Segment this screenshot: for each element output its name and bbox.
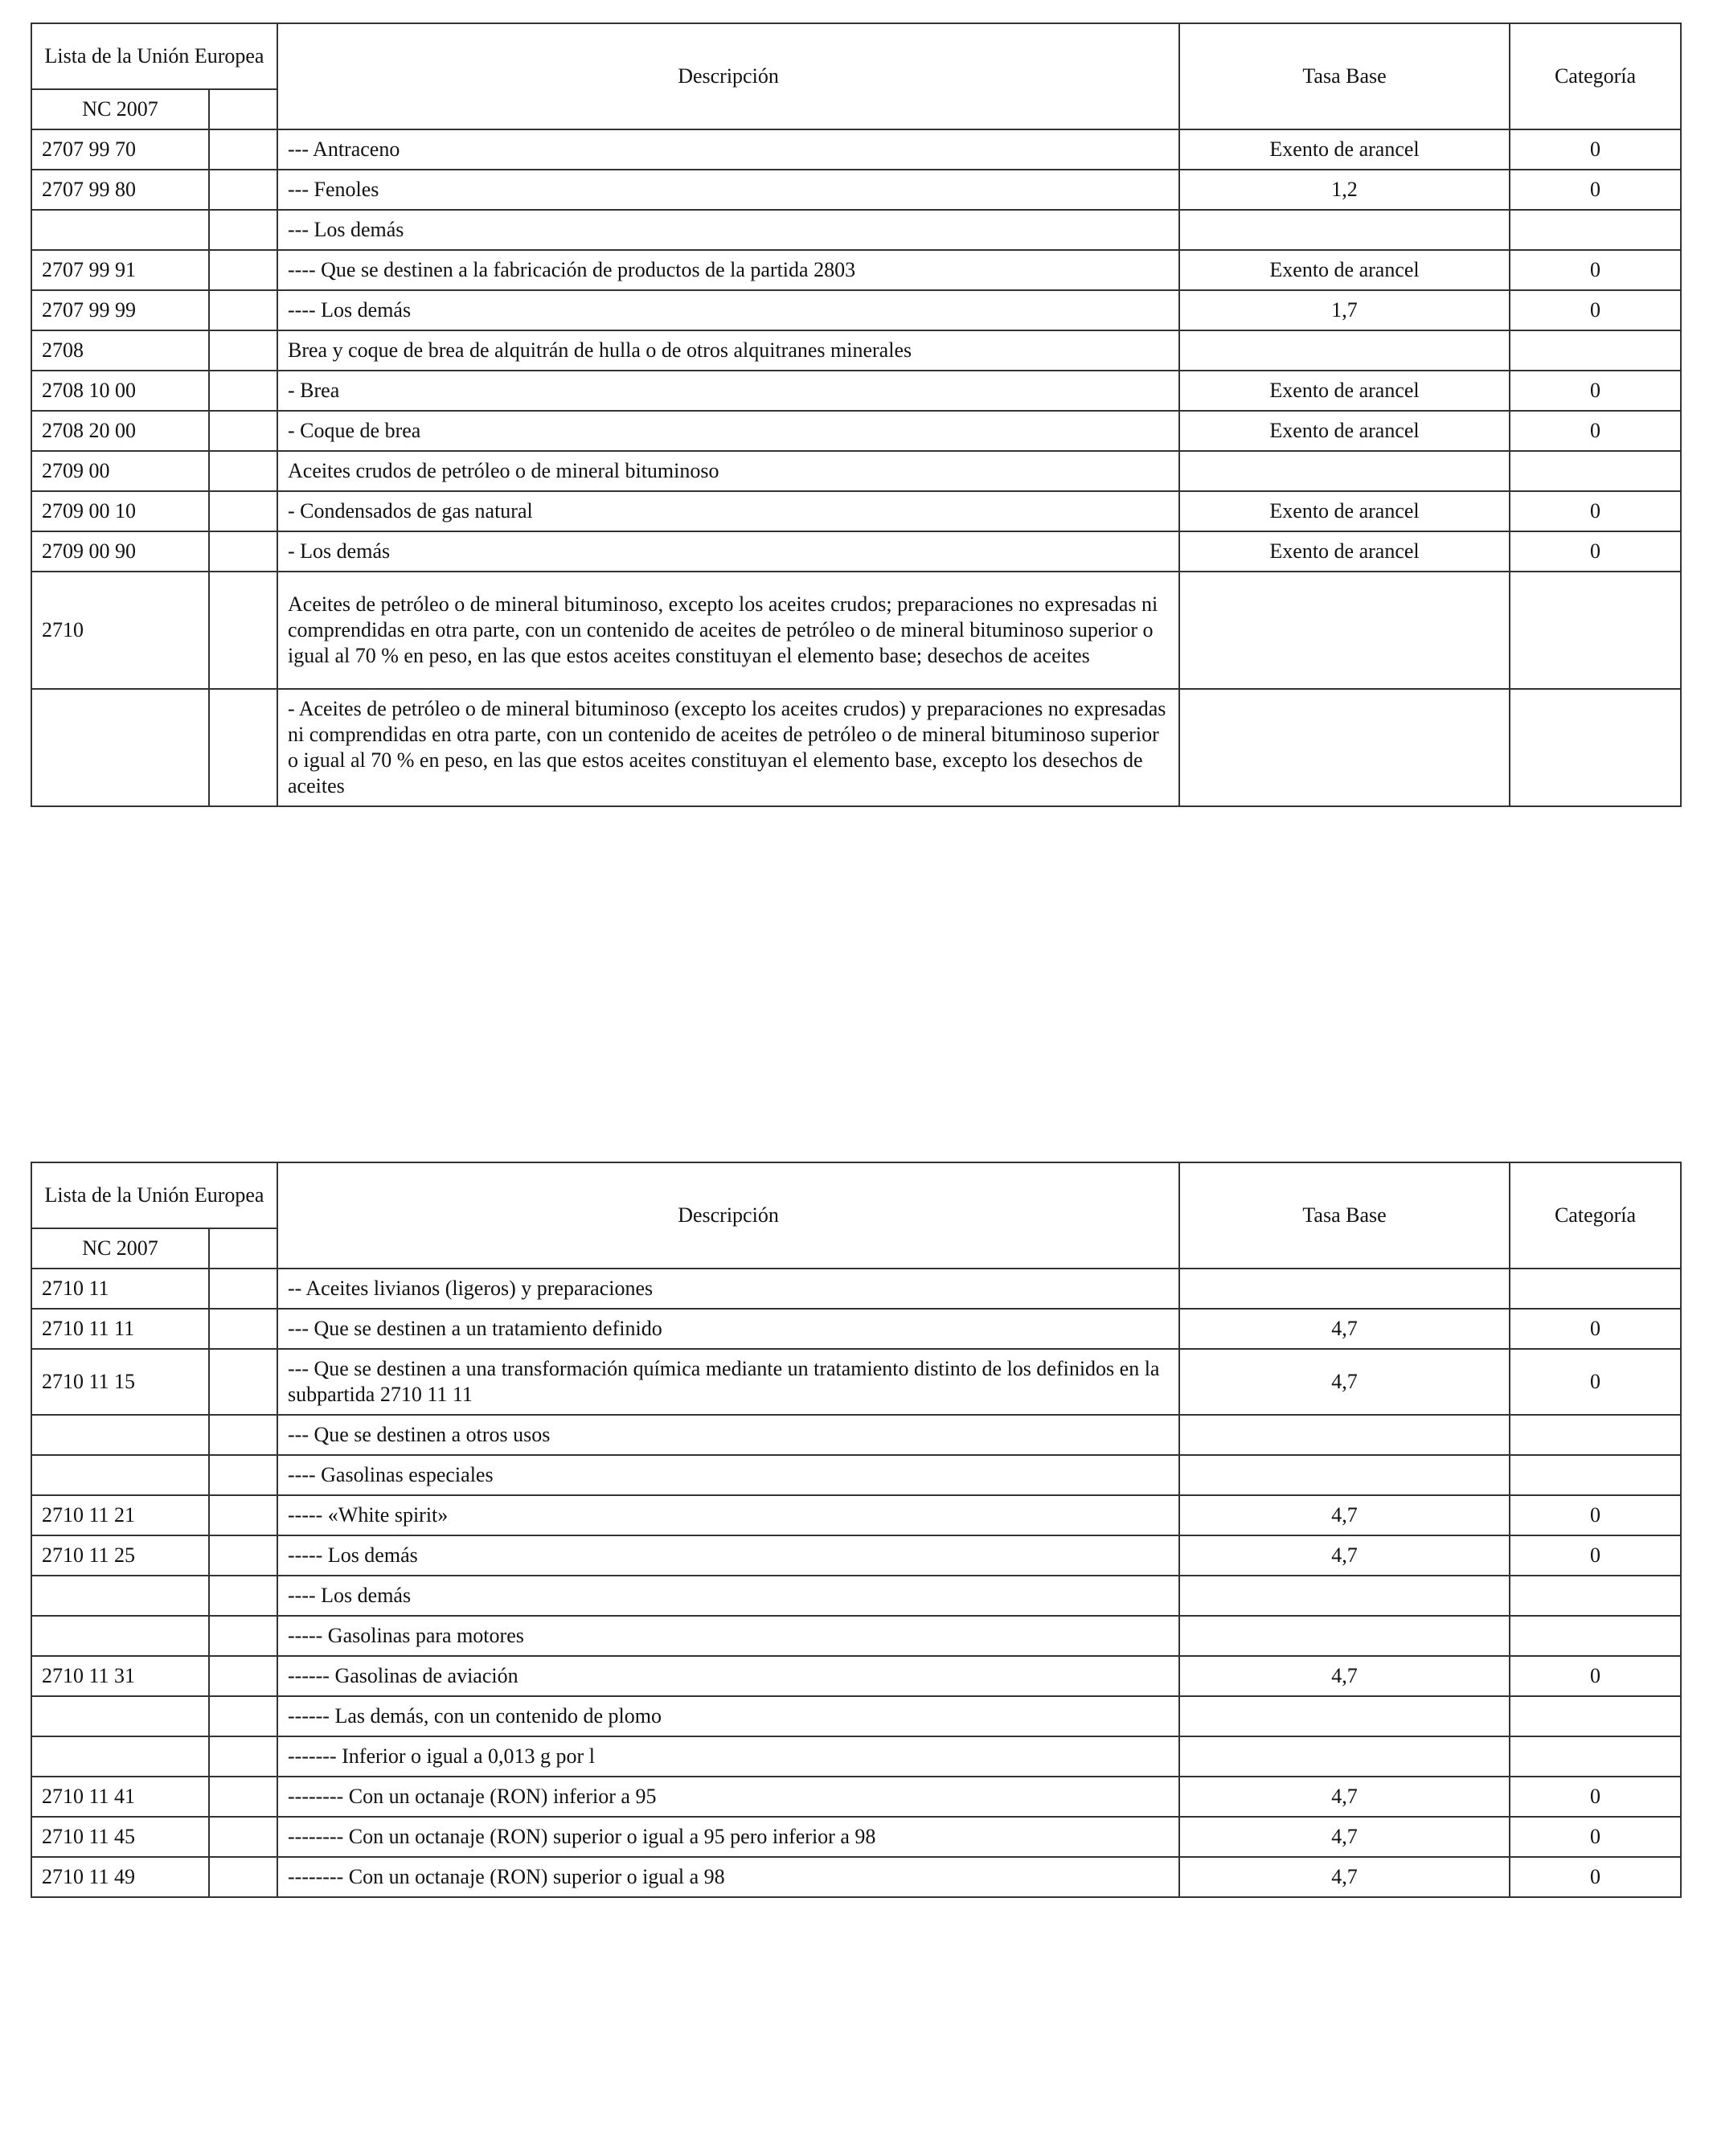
- category-cell: [1510, 572, 1681, 689]
- category-cell: 0: [1510, 1777, 1681, 1817]
- table-row: [31, 411, 1681, 451]
- category-cell: 0: [1510, 1535, 1681, 1576]
- nc-code-cell: [31, 1616, 209, 1656]
- base-rate-cell: [1179, 451, 1510, 491]
- category-cell: 0: [1510, 371, 1681, 411]
- header-description: Descripción: [277, 1162, 1179, 1269]
- base-rate-cell: Exento de arancel: [1179, 491, 1510, 531]
- header-nc-2007: NC 2007: [31, 1228, 209, 1269]
- nc-code-cell: [31, 689, 209, 806]
- category-cell: [1510, 1576, 1681, 1616]
- nc-code-cell: 2709 00 10: [31, 491, 209, 531]
- description-cell: ----- «White spirit»: [277, 1495, 1179, 1535]
- nc-code-cell: 2710 11 45: [31, 1817, 209, 1857]
- description-cell: ------ Gasolinas de aviación: [277, 1656, 1179, 1696]
- nc-code-cell: [31, 1415, 209, 1455]
- category-cell: 0: [1510, 1857, 1681, 1897]
- category-cell: 0: [1510, 250, 1681, 290]
- category-cell: 0: [1510, 1349, 1681, 1415]
- table-row: [31, 170, 1681, 210]
- empty-cell: [209, 371, 277, 411]
- description-cell: - Aceites de petróleo o de mineral bituminoso (excepto los aceites crudos) y preparaciones no expresadas ni comprendidas en otra parte, con un contenido de aceites de petróleo o de mineral bituminoso superior o igual al 70 % en peso, en las que estos aceites constituyan el elemento base, excepto los desechos de aceites: [277, 689, 1179, 806]
- empty-cell: [209, 531, 277, 572]
- base-rate-cell: [1179, 330, 1510, 371]
- nc-code-cell: 2709 00 90: [31, 531, 209, 572]
- description-cell: Brea y coque de brea de alquitrán de hulla o de otros alquitranes minerales: [277, 330, 1179, 371]
- header-nc-2007: NC 2007: [31, 89, 209, 129]
- nc-code-cell: 2710 11 31: [31, 1656, 209, 1696]
- base-rate-cell: 4,7: [1179, 1656, 1510, 1696]
- description-cell: ---- Los demás: [277, 1576, 1179, 1616]
- tariff-table-1: [31, 23, 1682, 807]
- nc-code-cell: 2707 99 70: [31, 129, 209, 170]
- base-rate-cell: 4,7: [1179, 1495, 1510, 1535]
- table-row: [31, 1495, 1681, 1535]
- description-cell: --- Los demás: [277, 210, 1179, 250]
- category-cell: [1510, 451, 1681, 491]
- table-row: [31, 1535, 1681, 1576]
- category-cell: 0: [1510, 531, 1681, 572]
- category-cell: [1510, 1696, 1681, 1736]
- nc-code-cell: [31, 1736, 209, 1777]
- table-row: [31, 451, 1681, 491]
- description-cell: ----- Gasolinas para motores: [277, 1616, 1179, 1656]
- empty-cell: [209, 1309, 277, 1349]
- table-row: [31, 290, 1681, 330]
- table-row: [31, 1576, 1681, 1616]
- description-cell: -------- Con un octanaje (RON) inferior a 95: [277, 1777, 1179, 1817]
- category-cell: [1510, 210, 1681, 250]
- description-cell: --- Fenoles: [277, 170, 1179, 210]
- description-cell: --- Que se destinen a un tratamiento definido: [277, 1309, 1179, 1349]
- table-row: [31, 531, 1681, 572]
- empty-cell: [209, 1696, 277, 1736]
- empty-cell: [209, 411, 277, 451]
- base-rate-cell: Exento de arancel: [1179, 129, 1510, 170]
- description-cell: - Los demás: [277, 531, 1179, 572]
- category-cell: 0: [1510, 411, 1681, 451]
- category-cell: 0: [1510, 170, 1681, 210]
- nc-code-cell: [31, 1576, 209, 1616]
- header-base-rate: Tasa Base: [1179, 1162, 1510, 1269]
- empty-cell: [209, 1495, 277, 1535]
- nc-code-cell: 2710 11 25: [31, 1535, 209, 1576]
- description-cell: ------ Las demás, con un contenido de plomo: [277, 1696, 1179, 1736]
- base-rate-cell: 4,7: [1179, 1857, 1510, 1897]
- base-rate-cell: Exento de arancel: [1179, 531, 1510, 572]
- header-list-label: Lista de la Unión Europea: [31, 23, 277, 89]
- header-category: Categoría: [1510, 23, 1681, 129]
- empty-cell: [209, 129, 277, 170]
- nc-code-cell: 2708 10 00: [31, 371, 209, 411]
- empty-cell: [209, 170, 277, 210]
- table-row: [31, 1696, 1681, 1736]
- nc-code-cell: 2707 99 91: [31, 250, 209, 290]
- nc-code-cell: 2707 99 99: [31, 290, 209, 330]
- nc-code-cell: 2710 11 49: [31, 1857, 209, 1897]
- nc-code-cell: 2707 99 80: [31, 170, 209, 210]
- table-row: [31, 371, 1681, 411]
- description-cell: ---- Que se destinen a la fabricación de productos de la partida 2803: [277, 250, 1179, 290]
- nc-code-cell: 2710: [31, 572, 209, 689]
- base-rate-cell: Exento de arancel: [1179, 371, 1510, 411]
- description-cell: - Brea: [277, 371, 1179, 411]
- base-rate-cell: [1179, 1616, 1510, 1656]
- category-cell: [1510, 689, 1681, 806]
- base-rate-cell: 1,2: [1179, 170, 1510, 210]
- empty-cell: [209, 1656, 277, 1696]
- base-rate-cell: 4,7: [1179, 1777, 1510, 1817]
- category-cell: [1510, 1736, 1681, 1777]
- nc-code-cell: 2708: [31, 330, 209, 371]
- table-row: [31, 1777, 1681, 1817]
- nc-code-cell: 2710 11 41: [31, 1777, 209, 1817]
- base-rate-cell: 4,7: [1179, 1349, 1510, 1415]
- header-description: Descripción: [277, 23, 1179, 129]
- category-cell: [1510, 1415, 1681, 1455]
- table-row: [31, 572, 1681, 689]
- header-category: Categoría: [1510, 1162, 1681, 1269]
- base-rate-cell: [1179, 1736, 1510, 1777]
- empty-cell: [209, 491, 277, 531]
- nc-code-cell: [31, 1455, 209, 1495]
- description-cell: ---- Gasolinas especiales: [277, 1455, 1179, 1495]
- base-rate-cell: 1,7: [1179, 290, 1510, 330]
- table-row: [31, 1857, 1681, 1897]
- empty-cell: [209, 330, 277, 371]
- table-row: [31, 250, 1681, 290]
- description-cell: --- Que se destinen a una transformación química mediante un tratamiento distinto de los definidos en la subpartida 2710 11 11: [277, 1349, 1179, 1415]
- table-row: [31, 1616, 1681, 1656]
- table-row: [31, 1736, 1681, 1777]
- category-cell: 0: [1510, 1817, 1681, 1857]
- description-cell: ----- Los demás: [277, 1535, 1179, 1576]
- base-rate-cell: 4,7: [1179, 1309, 1510, 1349]
- description-cell: Aceites crudos de petróleo o de mineral bituminoso: [277, 451, 1179, 491]
- description-cell: ---- Los demás: [277, 290, 1179, 330]
- empty-cell: [209, 1857, 277, 1897]
- category-cell: 0: [1510, 491, 1681, 531]
- category-cell: [1510, 1269, 1681, 1309]
- base-rate-cell: 4,7: [1179, 1535, 1510, 1576]
- nc-code-cell: 2710 11 21: [31, 1495, 209, 1535]
- empty-cell: [209, 1616, 277, 1656]
- empty-cell: [209, 1576, 277, 1616]
- description-cell: - Coque de brea: [277, 411, 1179, 451]
- header-list-label: Lista de la Unión Europea: [31, 1162, 277, 1228]
- empty-cell: [209, 451, 277, 491]
- category-cell: [1510, 1616, 1681, 1656]
- table-row: [31, 1309, 1681, 1349]
- table-row: [31, 1415, 1681, 1455]
- table-row: [31, 330, 1681, 371]
- empty-cell: [209, 290, 277, 330]
- category-cell: [1510, 1455, 1681, 1495]
- category-cell: [1510, 330, 1681, 371]
- nc-code-cell: 2709 00: [31, 451, 209, 491]
- table-row: [31, 129, 1681, 170]
- description-cell: -------- Con un octanaje (RON) superior o igual a 95 pero inferior a 98: [277, 1817, 1179, 1857]
- table-row: [31, 491, 1681, 531]
- category-cell: 0: [1510, 1309, 1681, 1349]
- description-cell: Aceites de petróleo o de mineral bituminoso, excepto los aceites crudos; preparaciones no expresadas ni comprendidas en otra parte, con un contenido de aceites de petróleo o de mineral bituminoso superior o igual al 70 % en peso, en las que estos aceites constituyan el elemento base; desechos de aceites: [277, 572, 1179, 689]
- empty-cell: [209, 572, 277, 689]
- tariff-table-2: [31, 1162, 1682, 1898]
- description-cell: ------- Inferior o igual a 0,013 g por l: [277, 1736, 1179, 1777]
- nc-code-cell: 2710 11: [31, 1269, 209, 1309]
- base-rate-cell: [1179, 1576, 1510, 1616]
- description-cell: -------- Con un octanaje (RON) superior o igual a 98: [277, 1857, 1179, 1897]
- base-rate-cell: [1179, 689, 1510, 806]
- base-rate-cell: Exento de arancel: [1179, 411, 1510, 451]
- header-empty-cell: [209, 1228, 277, 1269]
- description-cell: -- Aceites livianos (ligeros) y preparaciones: [277, 1269, 1179, 1309]
- base-rate-cell: [1179, 1269, 1510, 1309]
- table-row: [31, 210, 1681, 250]
- empty-cell: [209, 689, 277, 806]
- nc-code-cell: 2710 11 11: [31, 1309, 209, 1349]
- empty-cell: [209, 210, 277, 250]
- empty-cell: [209, 1736, 277, 1777]
- base-rate-cell: [1179, 1455, 1510, 1495]
- description-cell: --- Antraceno: [277, 129, 1179, 170]
- category-cell: 0: [1510, 129, 1681, 170]
- empty-cell: [209, 250, 277, 290]
- table-row: [31, 1455, 1681, 1495]
- nc-code-cell: [31, 210, 209, 250]
- nc-code-cell: [31, 1696, 209, 1736]
- empty-cell: [209, 1455, 277, 1495]
- table-row: [31, 689, 1681, 806]
- category-cell: 0: [1510, 1656, 1681, 1696]
- header-base-rate: Tasa Base: [1179, 23, 1510, 129]
- nc-code-cell: 2710 11 15: [31, 1349, 209, 1415]
- nc-code-cell: 2708 20 00: [31, 411, 209, 451]
- base-rate-cell: [1179, 1415, 1510, 1455]
- empty-cell: [209, 1349, 277, 1415]
- empty-cell: [209, 1415, 277, 1455]
- table-row: [31, 1817, 1681, 1857]
- empty-cell: [209, 1269, 277, 1309]
- base-rate-cell: 4,7: [1179, 1817, 1510, 1857]
- base-rate-cell: Exento de arancel: [1179, 250, 1510, 290]
- empty-cell: [209, 1535, 277, 1576]
- description-cell: --- Que se destinen a otros usos: [277, 1415, 1179, 1455]
- table-row: [31, 1269, 1681, 1309]
- base-rate-cell: [1179, 1696, 1510, 1736]
- category-cell: 0: [1510, 290, 1681, 330]
- header-empty-cell: [209, 89, 277, 129]
- table-row: [31, 1349, 1681, 1415]
- base-rate-cell: [1179, 572, 1510, 689]
- table-row: [31, 1656, 1681, 1696]
- category-cell: 0: [1510, 1495, 1681, 1535]
- empty-cell: [209, 1817, 277, 1857]
- base-rate-cell: [1179, 210, 1510, 250]
- empty-cell: [209, 1777, 277, 1817]
- description-cell: - Condensados de gas natural: [277, 491, 1179, 531]
